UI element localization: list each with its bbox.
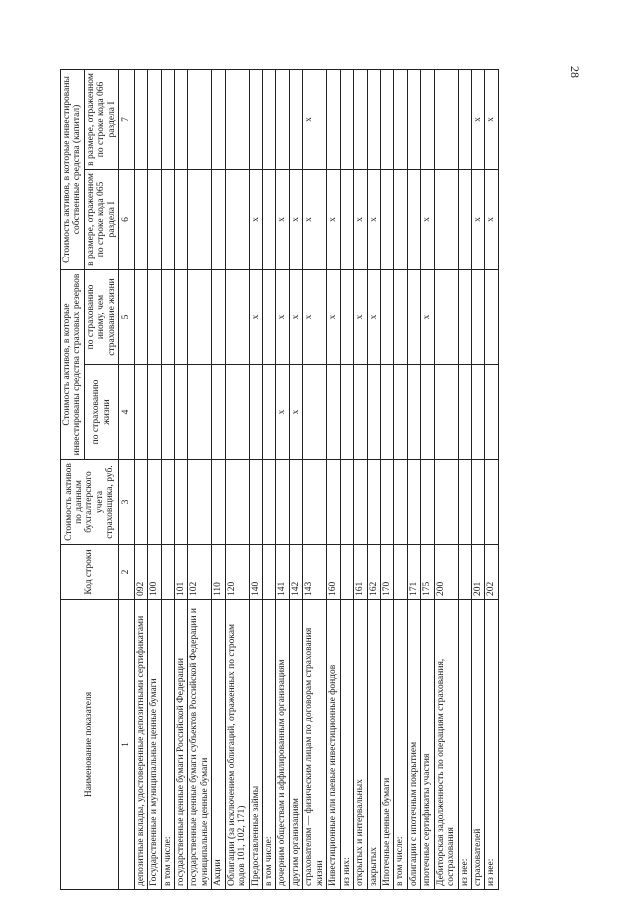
row-cell: x — [354, 269, 367, 364]
row-cell — [188, 460, 212, 545]
row-cell: x — [276, 269, 289, 364]
table-row — [263, 69, 276, 889]
row-name: Дебиторская задолженность по операциям страхования, сострахования — [434, 600, 458, 890]
row-cell — [421, 69, 434, 169]
row-cell — [421, 460, 434, 545]
row-name: Предоставленные займы — [249, 600, 262, 890]
row-name: ипотечные сертификаты участия — [421, 600, 434, 890]
row-cell — [434, 169, 458, 269]
row-cell — [472, 269, 485, 364]
row-cell — [174, 460, 187, 545]
header-own-066: в размере, отраженном по строке кода 066 раздела I — [84, 69, 118, 169]
row-name: Акции — [212, 600, 225, 890]
row-code: 175 — [421, 545, 434, 600]
row-cell — [134, 269, 147, 364]
row-cell — [394, 269, 407, 364]
row-cell — [367, 69, 380, 169]
row-code: 161 — [354, 545, 367, 600]
header-own-065: в размере, отраженном по строке кода 065 раздела I — [84, 169, 118, 269]
row-cell — [289, 69, 302, 169]
row-name: государственные ценные бумаги Российской Федерации — [174, 600, 187, 890]
header-own-funds: Стоимость активов, в которые инвестированы собственные средства (капитал) — [61, 69, 85, 269]
row-cell — [212, 169, 225, 269]
row-cell — [407, 169, 420, 269]
row-name: Ипотечные ценные бумаги — [380, 600, 393, 890]
row-cell — [380, 269, 393, 364]
column-number: 6 — [119, 169, 134, 269]
row-cell — [174, 365, 187, 460]
row-cell — [421, 365, 434, 460]
row-cell — [380, 169, 393, 269]
row-cell: x — [276, 365, 289, 460]
row-code: 143 — [303, 545, 327, 600]
row-cell — [380, 365, 393, 460]
row-cell — [380, 69, 393, 169]
column-number: 4 — [119, 365, 134, 460]
column-number: 2 — [119, 545, 134, 600]
row-name: страхователям — физическим лицам по договорам страхования жизни — [303, 600, 327, 890]
header-reserves: Стоимость активов, в которые инвестированы средства страховых резервов — [61, 269, 85, 459]
row-code: 102 — [188, 545, 212, 600]
row-cell — [458, 365, 471, 460]
row-cell — [394, 460, 407, 545]
row-name: другим организациям — [289, 600, 302, 890]
row-cell — [225, 460, 249, 545]
row-cell — [327, 69, 340, 169]
row-cell — [225, 269, 249, 364]
row-cell: x — [421, 269, 434, 364]
row-cell — [212, 69, 225, 169]
row-cell — [407, 365, 420, 460]
row-cell — [340, 365, 353, 460]
row-cell — [472, 365, 485, 460]
table-row — [434, 69, 458, 889]
row-name: из нее: — [485, 600, 498, 890]
row-name: из нее: — [458, 600, 471, 890]
row-cell — [434, 69, 458, 169]
row-cell — [148, 269, 161, 364]
row-cell — [148, 169, 161, 269]
row-name: открытых и интервальных — [354, 600, 367, 890]
row-cell — [161, 269, 174, 364]
rotated-table-container — [60, 70, 540, 890]
row-name: депозитные вклады, удостоверенные депозитными сертификатами — [134, 600, 147, 890]
row-cell — [354, 460, 367, 545]
row-cell — [340, 69, 353, 169]
row-cell — [458, 69, 471, 169]
row-cell: x — [303, 69, 327, 169]
row-cell — [367, 365, 380, 460]
row-cell: x — [289, 365, 302, 460]
row-cell — [134, 460, 147, 545]
row-cell — [225, 169, 249, 269]
table-row — [161, 69, 174, 889]
row-name: из них: — [340, 600, 353, 890]
row-cell — [434, 365, 458, 460]
row-cell: x — [327, 169, 340, 269]
row-cell: x — [327, 269, 340, 364]
row-cell — [340, 169, 353, 269]
table-row — [303, 69, 327, 889]
table-row — [188, 69, 212, 889]
row-cell — [225, 365, 249, 460]
row-code — [263, 545, 276, 600]
row-cell — [458, 269, 471, 364]
row-cell: x — [472, 169, 485, 269]
table-row — [212, 69, 225, 889]
header-code: Код строки — [61, 545, 119, 600]
table-row — [367, 69, 380, 889]
row-code — [458, 545, 471, 600]
row-cell — [276, 69, 289, 169]
row-cell — [327, 365, 340, 460]
row-cell — [161, 169, 174, 269]
header-value: Стоимость активов по данным бухгалтерского учета страховщика, руб. — [61, 460, 119, 545]
page-number: 28 — [568, 66, 582, 78]
row-code: 140 — [249, 545, 262, 600]
row-name: в том числе: — [394, 600, 407, 890]
column-number-row — [119, 69, 134, 889]
row-code: 170 — [380, 545, 393, 600]
row-cell: x — [303, 269, 327, 364]
row-code: 160 — [327, 545, 340, 600]
row-cell: x — [249, 269, 262, 364]
row-cell: x — [276, 169, 289, 269]
row-cell — [434, 269, 458, 364]
row-code: 171 — [407, 545, 420, 600]
table-row — [174, 69, 187, 889]
row-cell — [276, 460, 289, 545]
row-cell — [249, 460, 262, 545]
row-code: 162 — [367, 545, 380, 600]
row-name: закрытых — [367, 600, 380, 890]
table-row — [340, 69, 353, 889]
row-cell — [188, 169, 212, 269]
table-body — [134, 69, 498, 889]
table-row — [327, 69, 340, 889]
table-row — [394, 69, 407, 889]
row-cell — [303, 365, 327, 460]
row-cell — [212, 365, 225, 460]
row-code: 100 — [148, 545, 161, 600]
row-name: страхователей — [472, 600, 485, 890]
row-name: в том числе: — [263, 600, 276, 890]
row-code — [394, 545, 407, 600]
row-name: Облигации (за исключением облигаций, отраженных по строкам кодов 101, 102, 171) — [225, 600, 249, 890]
row-cell: x — [367, 169, 380, 269]
row-cell — [188, 69, 212, 169]
row-cell — [263, 365, 276, 460]
row-cell — [161, 365, 174, 460]
row-cell — [188, 365, 212, 460]
table-row — [485, 69, 498, 889]
row-cell — [148, 460, 161, 545]
row-cell — [394, 69, 407, 169]
row-cell — [407, 460, 420, 545]
row-cell — [134, 69, 147, 169]
row-code: 101 — [174, 545, 187, 600]
row-cell — [263, 169, 276, 269]
row-cell: x — [485, 69, 498, 169]
row-cell — [354, 365, 367, 460]
row-cell — [303, 460, 327, 545]
row-cell — [407, 269, 420, 364]
table-row — [458, 69, 471, 889]
row-cell — [458, 169, 471, 269]
row-cell — [225, 69, 249, 169]
header-name: Наименование показателя — [61, 600, 119, 890]
row-cell: x — [421, 169, 434, 269]
row-cell — [485, 365, 498, 460]
row-code: 202 — [485, 545, 498, 600]
row-cell: x — [367, 269, 380, 364]
row-code: 092 — [134, 545, 147, 600]
row-cell: x — [289, 169, 302, 269]
row-cell: x — [354, 169, 367, 269]
row-code: 120 — [225, 545, 249, 600]
table-row — [249, 69, 262, 889]
row-cell — [263, 69, 276, 169]
row-name: Государственные и муниципальные ценные бумаги — [148, 600, 161, 890]
header-reserves-life: по страхованию жизни — [84, 365, 118, 460]
row-cell: x — [485, 169, 498, 269]
table-row — [289, 69, 302, 889]
table-row — [407, 69, 420, 889]
row-cell — [485, 460, 498, 545]
row-cell: x — [472, 69, 485, 169]
row-cell — [472, 460, 485, 545]
row-cell — [174, 69, 187, 169]
row-name: облигации с ипотечным покрытием — [407, 600, 420, 890]
row-cell — [367, 460, 380, 545]
row-code: 201 — [472, 545, 485, 600]
column-number: 7 — [119, 69, 134, 169]
row-name: государственные ценные бумаги субъектов Российской Федерации и муниципальные ценные бумаги — [188, 600, 212, 890]
assets-table — [60, 69, 499, 890]
row-code: 141 — [276, 545, 289, 600]
row-cell — [434, 460, 458, 545]
header-reserves-other: по страхованию иному, чем страхование жизни — [84, 269, 118, 364]
row-code: 200 — [434, 545, 458, 600]
row-code: 142 — [289, 545, 302, 600]
row-cell — [148, 69, 161, 169]
row-name: Инвестиционные или паевые инвестиционные фондов — [327, 600, 340, 890]
row-cell — [380, 460, 393, 545]
row-code: 110 — [212, 545, 225, 600]
row-cell — [161, 460, 174, 545]
table-row — [148, 69, 161, 889]
row-cell — [485, 269, 498, 364]
table-row — [380, 69, 393, 889]
row-name: дочерним обществам и аффилированным организациям — [276, 600, 289, 890]
row-cell — [263, 460, 276, 545]
row-name: в том числе: — [161, 600, 174, 890]
table-row — [276, 69, 289, 889]
row-cell — [134, 169, 147, 269]
row-cell — [249, 69, 262, 169]
row-cell — [458, 460, 471, 545]
row-cell — [340, 269, 353, 364]
row-cell: x — [249, 169, 262, 269]
table-row — [134, 69, 147, 889]
table-row — [354, 69, 367, 889]
row-cell — [354, 69, 367, 169]
row-cell: x — [289, 269, 302, 364]
table-row — [225, 69, 249, 889]
row-cell — [212, 269, 225, 364]
row-cell — [188, 269, 212, 364]
table-row — [472, 69, 485, 889]
row-code — [340, 545, 353, 600]
row-cell — [174, 269, 187, 364]
row-cell — [174, 169, 187, 269]
row-cell — [161, 69, 174, 169]
row-cell — [249, 365, 262, 460]
row-cell — [327, 460, 340, 545]
row-cell — [340, 460, 353, 545]
row-cell — [212, 460, 225, 545]
row-cell: x — [303, 169, 327, 269]
row-cell — [263, 269, 276, 364]
row-code — [161, 545, 174, 600]
column-number: 1 — [119, 600, 134, 890]
row-cell — [394, 169, 407, 269]
row-cell — [394, 365, 407, 460]
column-number: 5 — [119, 269, 134, 364]
row-cell — [148, 365, 161, 460]
table-row — [421, 69, 434, 889]
row-cell — [134, 365, 147, 460]
row-cell — [289, 460, 302, 545]
column-number: 3 — [119, 460, 134, 545]
row-cell — [407, 69, 420, 169]
